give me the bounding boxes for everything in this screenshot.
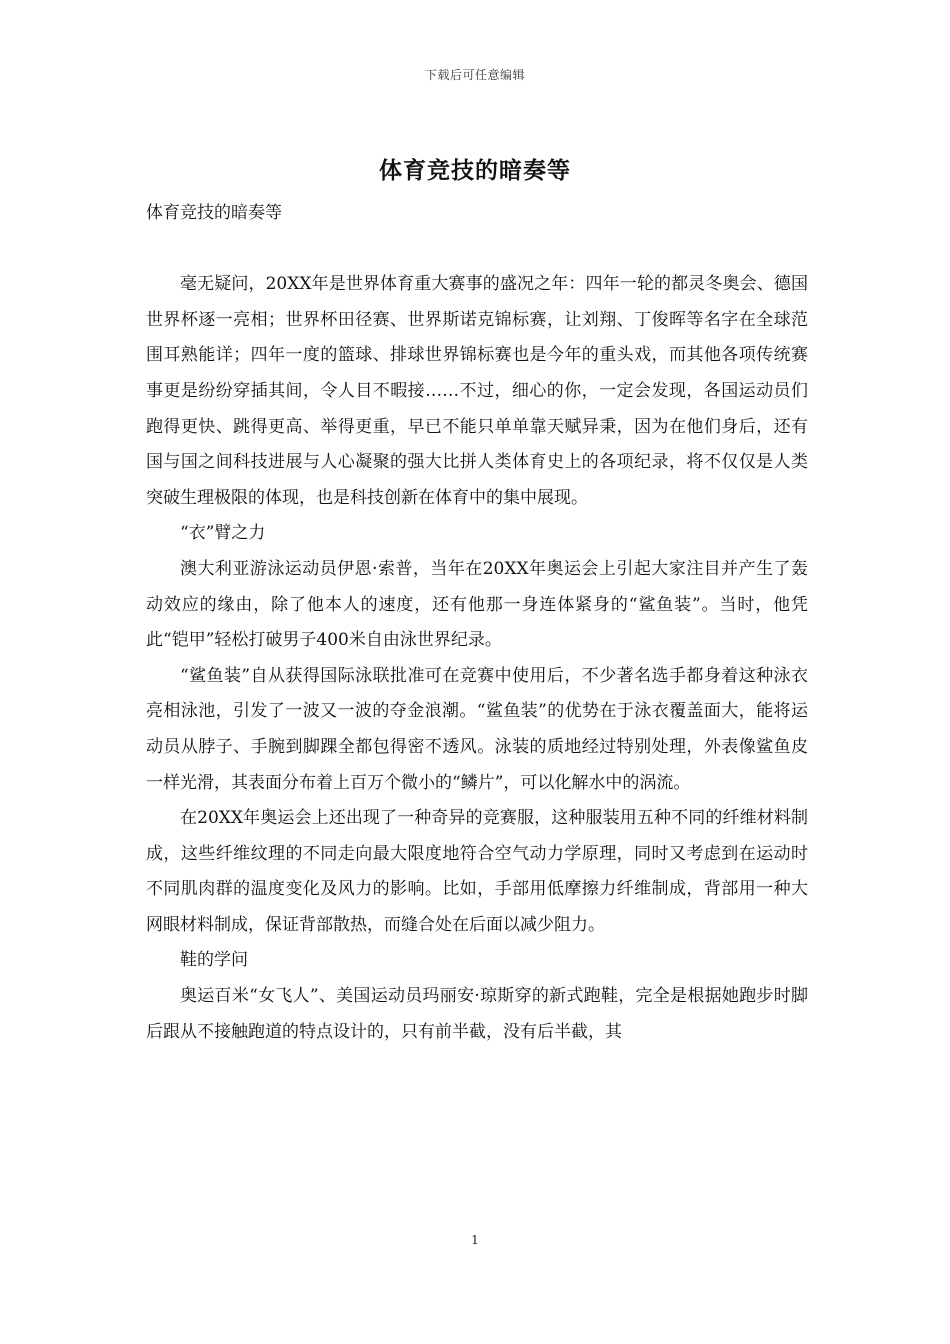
paragraph-jones-shoes: 奥运百米“女飞人”、美国运动员玛丽安·琼斯穿的新式跑鞋，完全是根据她跑步时脚后跟从不接触跑道的特点设计的，只有前半截，没有后半截，其 — [146, 986, 808, 1042]
document-body — [146, 196, 808, 1050]
paragraph-racing-suit: 在20XX年奥运会上还出现了一种奇异的竞赛服，这种服装用五种不同的纤维材料制成，这些纤维纹理的不同走向最大限度地符合空气动力学原理，同时又考虑到在运动时不同肌肉群的温度变化及风力的影响。比如，手部用低摩擦力纤维制成，背部用一种大网眼材料制成，保证背部散热，而缝合处在后面以减少阻力。 — [146, 808, 808, 935]
document-title: 体育竞技的暗奏等 — [379, 157, 571, 184]
section-heading-clothing: “衣”臂之力 — [180, 523, 266, 544]
paragraph-intro: 毫无疑问，20XX年是世界体育重大赛事的盛况之年：四年一轮的都灵冬奥会、德国世界杯逐一亮相；世界杯田径赛、世界斯诺克锦标赛，让刘翔、丁俊晖等名字在全球范围耳熟能详；四年一度的篮球、排球世界锦标赛也是今年的重头戏，而其他各项传统赛事更是纷纷穿插其间，令人目不暇接……不过，细心的你，一定会发现，各国运动员们跑得更快、跳得更高、举得更重，早已不能只单单靠天赋异秉，因为在他们身后，还有国与国之间科技进展与人心凝聚的强大比拼人类体育史上的各项纪录，将不仅仅是人类突破生理极限的体现，也是科技创新在体育中的集中展现。 — [146, 274, 808, 508]
document-subtitle: 体育竞技的暗奏等 — [146, 203, 282, 223]
blank-line — [146, 232, 808, 268]
page-number: 1 — [471, 1233, 479, 1247]
paragraph-thorpe: 澳大利亚游泳运动员伊恩·索普，当年在20XX年奥运会上引起大家注目并产生了轰动效应的缘由，除了他本人的速度，还有他那一身连体紧身的“鲨鱼装”。当时，他凭此“铠甲”轻松打破男子400米自由泳世界纪录。 — [146, 558, 808, 651]
section-heading-shoes: 鞋的学问 — [180, 950, 248, 971]
page-header: 下载后可任意编辑 — [424, 68, 525, 82]
paragraph-shark-suit: “鲨鱼装”自从获得国际泳联批准可在竞赛中使用后，不少著名选手都身着这种泳衣亮相泳池，引发了一波又一波的夺金浪潮。“鲨鱼装”的优势在于泳衣覆盖面大，能将运动员从脖子、手腕到脚踝全都包得密不透风。泳装的质地经过特别处理，外表像鲨鱼皮一样光滑，其表面分布着上百万个微小的“鳞片”，可以化解水中的涡流。 — [146, 665, 808, 793]
